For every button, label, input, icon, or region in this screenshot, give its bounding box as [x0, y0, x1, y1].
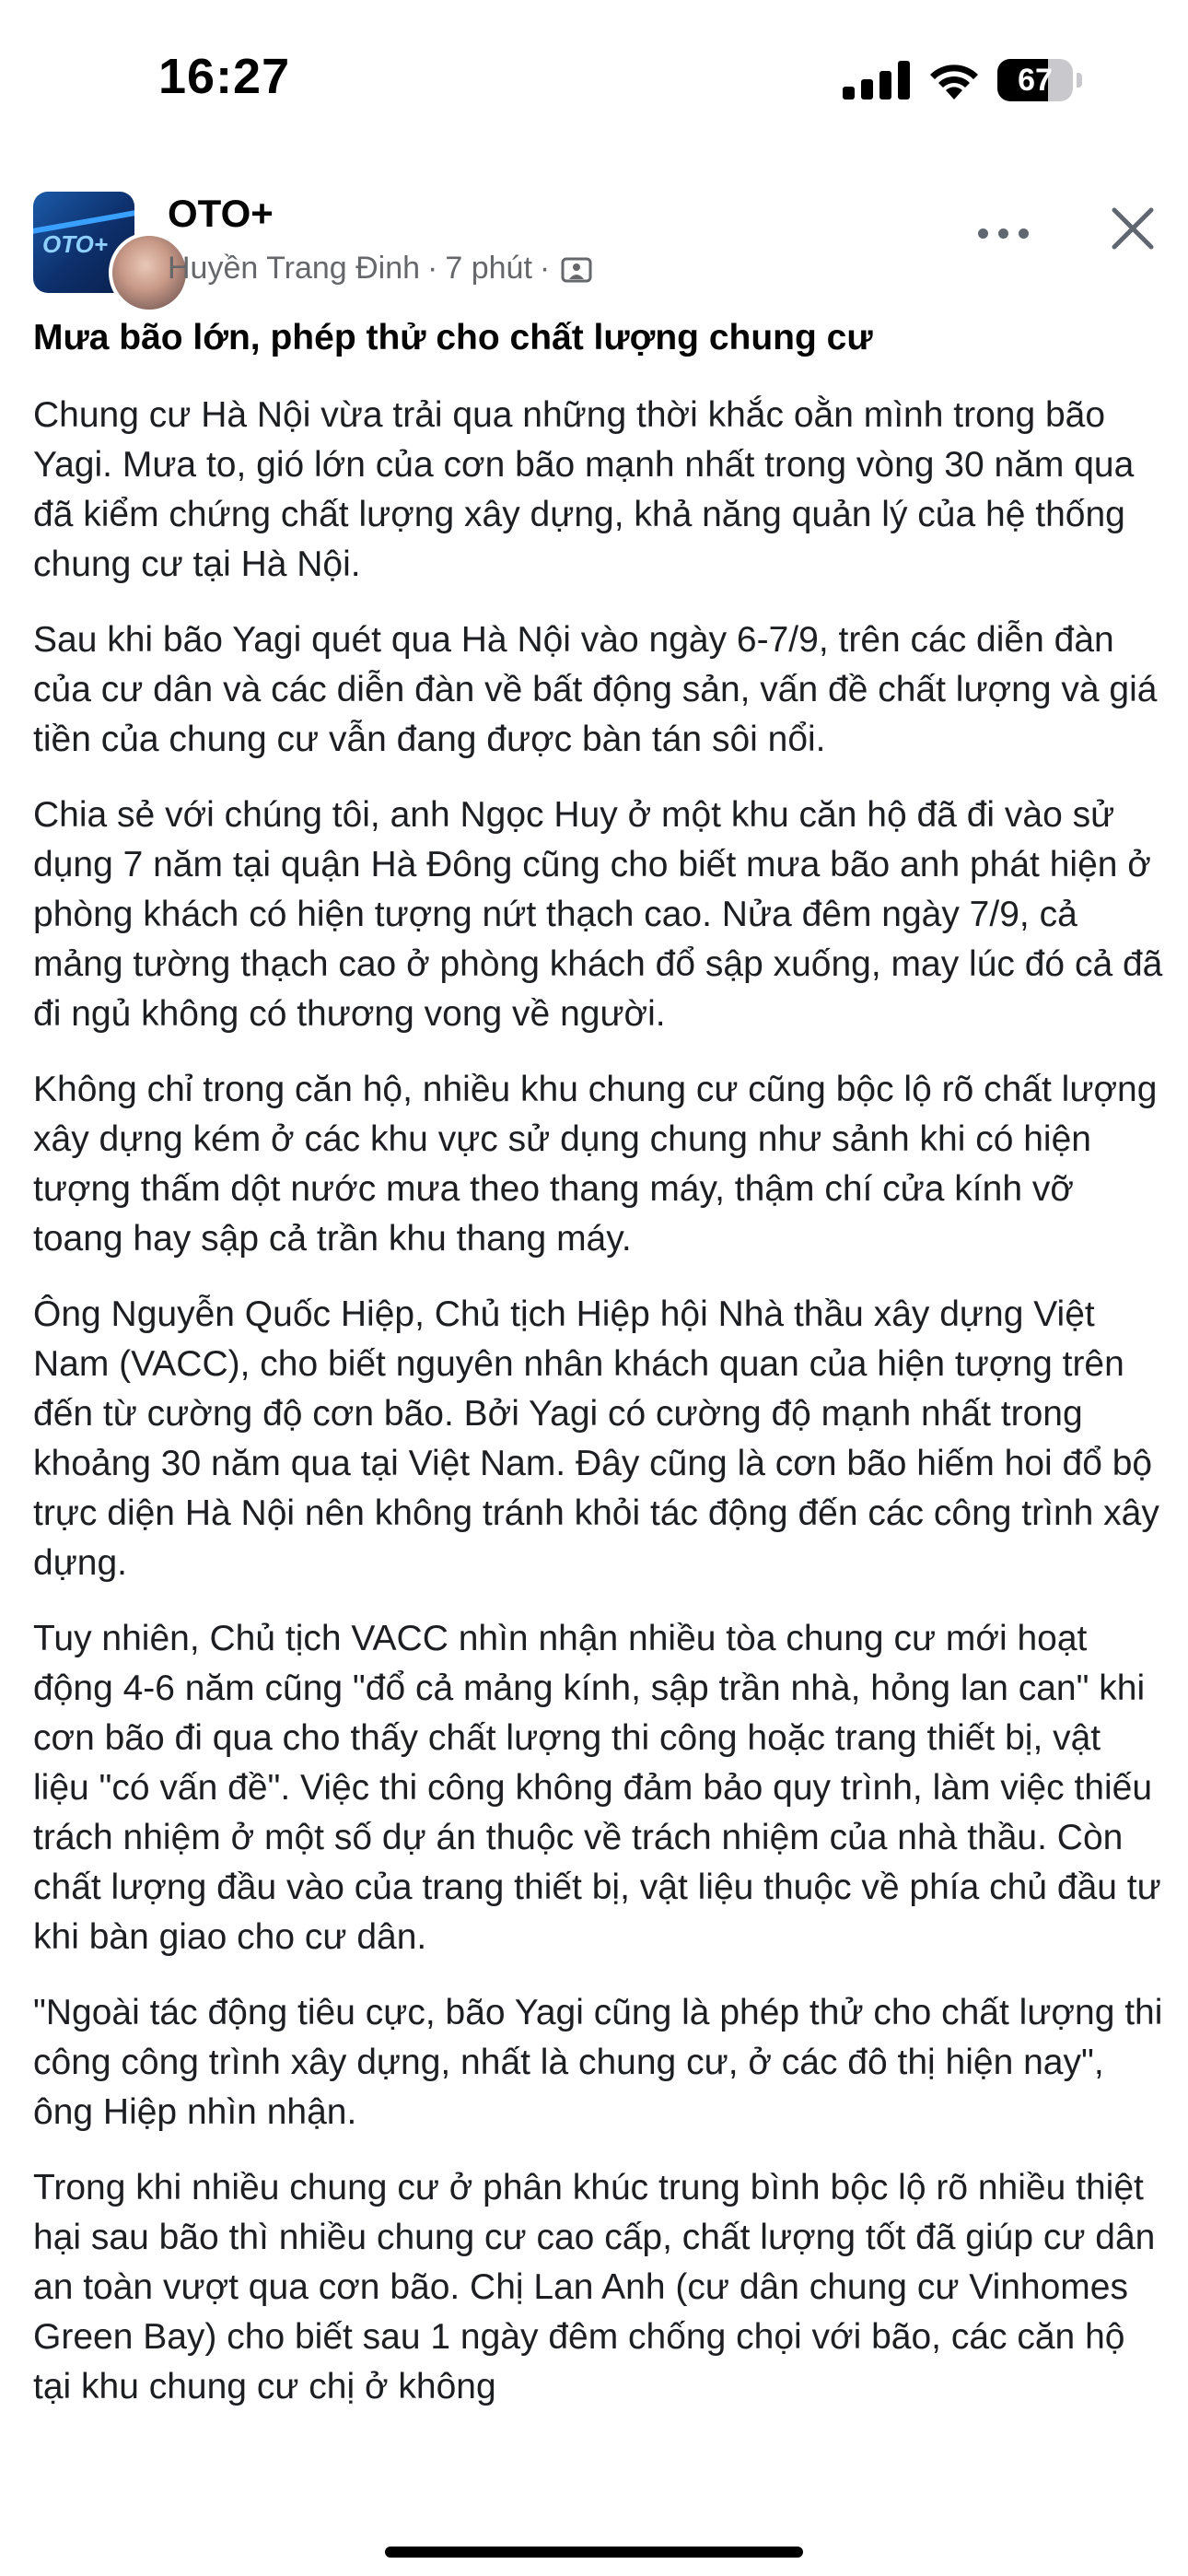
- post-paragraph: Trong khi nhiều chung cư ở phân khúc trung bình bộc lộ rõ nhiều thiệt hại sau bão thì nhiều chung cư cao cấp, chất lượng tốt đã giúp cư dân an toàn vượt qua cơn bão. Chị Lan Anh (cư dân chung cư Vinhomes Green Bay) cho biết sau 1 ngày đêm chống chọi với bão, các căn hộ tại khu chung cư chị ở không: [33, 2168, 1156, 2406]
- post-time[interactable]: 7 phút: [445, 251, 532, 286]
- post-paragraph: Chung cư Hà Nội vừa trải qua những thời khắc oằn mình trong bão Yagi. Mưa to, gió lớn của cơn bão mạnh nhất trong vòng 30 năm qua đã kiểm chứng chất lượng xây dựng, khả năng quản lý của hệ thống chung cư tại Hà Nội.: [33, 395, 1135, 584]
- meta-separator: ·: [427, 251, 438, 286]
- battery-icon: [997, 59, 1082, 101]
- home-indicator[interactable]: [385, 2547, 803, 2558]
- post-paragraph: Ông Nguyễn Quốc Hiệp, Chủ tịch Hiệp hội Nhà thầu xây dựng Việt Nam (VACC), cho biết nguyên nhân khách quan của hiện tượng trên đến từ cường độ cơn bão. Bởi Yagi có cường độ mạnh nhất trong khoảng 30 năm qua tại Việt Nam. Đây cũng là cơn bão hiếm hoi đổ bộ trực diện Hà Nội nên không tránh khỏi tác động đến các công trình xây dựng.: [33, 1294, 1159, 1583]
- post-body: [33, 391, 1166, 2438]
- page-logo-icon: OTO+: [42, 230, 109, 258]
- post-meta: [168, 251, 592, 287]
- author-name[interactable]: Huyền Trang Đinh: [168, 251, 421, 286]
- close-icon[interactable]: [1103, 199, 1162, 258]
- status-time: 16:27: [158, 49, 291, 104]
- public-photo-icon: [561, 256, 592, 284]
- cellular-signal-icon: [843, 61, 912, 100]
- page-name[interactable]: OTO+: [168, 192, 274, 235]
- meta-separator: ·: [539, 251, 551, 286]
- post-paragraph: Chia sẻ với chúng tôi, anh Ngọc Huy ở một khu căn hộ đã đi vào sử dụng 7 năm tại quận Hà Đông cũng cho biết mưa bão anh phát hiện ở phòng khách có hiện tượng nứt thạch cao. Nửa đêm ngày 7/9, cả mảng tường thạch cao ở phòng khách đổ sập xuống, may lúc đó cả đã đi ngủ không có thương vong về người.: [33, 795, 1163, 1034]
- post-paragraph: Không chỉ trong căn hộ, nhiều khu chung cư cũng bộc lộ rõ chất lượng xây dựng kém ở các khu vực sử dụng chung như sảnh khi có hiện tượng thấm dột nước mưa theo thang máy, thậm chí cửa kính vỡ toang hay sập cả trần khu thang máy.: [33, 1070, 1158, 1259]
- post-paragraph: Sau khi bão Yagi quét qua Hà Nội vào ngày 6-7/9, trên các diễn đàn của cư dân và các diễn đàn về bất động sản, vấn đề chất lượng và giá tiền của chung cư vẫn đang được bàn tán sôi nổi.: [33, 620, 1158, 759]
- wifi-icon: [926, 57, 983, 101]
- post-paragraph: "Ngoài tác động tiêu cực, bão Yagi cũng là phép thử cho chất lượng thi công công trình xây dựng, nhất là chung cư, ở các đô thị hiện nay", ông Hiệp nhìn nhận.: [33, 1993, 1163, 2132]
- post-title: Mưa bão lớn, phép thử cho chất lượng chung cư: [33, 318, 873, 357]
- post-paragraph: Tuy nhiên, Chủ tịch VACC nhìn nhận nhiều tòa chung cư mới hoạt động 4-6 năm cũng "đổ cả mảng kính, sập trần nhà, hỏng lan can" khi cơn bão đi qua cho thấy chất lượng thi công hoặc trang thiết bị, vật liệu "có vấn đề". Việc thi công không đảm bảo quy trình, làm việc thiếu trách nhiệm ở một số dự án thuộc về trách nhiệm của nhà thầu. Còn chất lượng đầu vào của trang thiết bị, vật liệu thuộc về phía chủ đầu tư khi bàn giao cho cư dân.: [33, 1619, 1161, 1957]
- post-header: [0, 175, 1188, 304]
- status-bar: [0, 0, 1188, 157]
- more-options-button[interactable]: [978, 214, 1033, 251]
- battery-percent: 67: [1018, 63, 1053, 98]
